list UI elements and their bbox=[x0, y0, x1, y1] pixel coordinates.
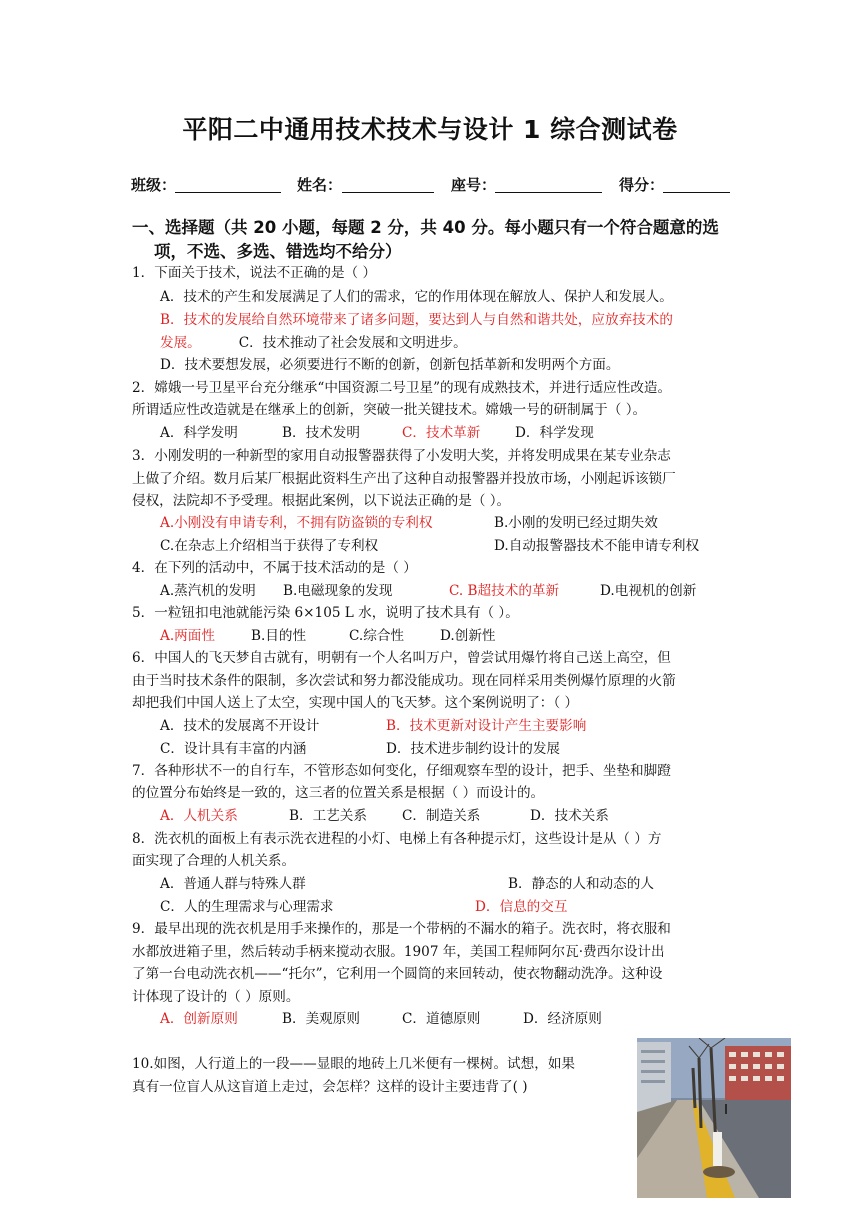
question-line: 的位置分布始终是一致的，这三者的位置关系是根据（ ）而设计的。 bbox=[132, 785, 545, 801]
option-b: B．工艺关系 bbox=[289, 808, 367, 824]
option-continuation-answer: 发展。 bbox=[160, 335, 201, 351]
option-b: B．技术发明 bbox=[282, 425, 360, 441]
question-line: 1．下面关于技术，说法不正确的是（ ） bbox=[132, 265, 377, 281]
option-d: D.电视机的创新 bbox=[600, 583, 697, 599]
question-line: 面实现了合理的人机关系。 bbox=[132, 853, 296, 869]
option-line: A．技术的产生和发展满足了人们的需求，它的作用体现在解放人、保护人和发展人。 bbox=[160, 289, 673, 305]
option-line-answer: B．技术的发展给自然环境带来了诸多问题，要达到人与自然和谐共处，应放弃技术的 bbox=[160, 312, 673, 328]
class-blank bbox=[175, 192, 281, 193]
option-a: A．普通人群与特殊人群 bbox=[160, 876, 306, 892]
option-c: C．设计具有丰富的内涵 bbox=[160, 741, 307, 757]
class-label: 班级： bbox=[131, 176, 177, 194]
question-line: 所谓适应性改造就是在继承上的创新，突破一批关键技术。嫦娥一号的研制属于（ ）。 bbox=[132, 402, 647, 418]
option-line bbox=[160, 332, 467, 354]
question-line: 上做了介绍。数月后某厂根据此资料生产出了这种自动报警器并投放市场，小刚起诉该锁厂 bbox=[132, 471, 676, 487]
option-d: D.自动报警器技术不能申请专利权 bbox=[494, 538, 700, 554]
option-a: A．技术的发展离不开设计 bbox=[160, 718, 320, 734]
question-line: 4．在下列的活动中，不属于技术活动的是（ ） bbox=[132, 560, 417, 576]
question-line: 2．嫦娥一号卫星平台充分继承“中国资源二号卫星”的现有成熟技术，并进行适应性改造。 bbox=[132, 380, 672, 396]
option-c: C.在杂志上介绍相当于获得了专利权 bbox=[160, 538, 379, 554]
question-line: 却把我们中国人送上了太空，实现中国人的飞天梦。这个案例说明了：（ ） bbox=[132, 695, 579, 711]
question-line: 10.如图，人行道上的一段——显眼的地砖上几米便有一棵树。试想，如果 bbox=[132, 1056, 576, 1072]
option-d: D．技术关系 bbox=[530, 808, 609, 824]
question-line: 7．各种形状不一的自行车，不管形态如何变化，仔细观察车型的设计，把手、坐垫和脚蹬 bbox=[132, 763, 671, 779]
option-b: B.目的性 bbox=[251, 628, 307, 644]
option-a-answer: A．创新原则 bbox=[160, 1011, 238, 1027]
score-blank bbox=[663, 192, 730, 193]
question-line: 3．小刚发明的一种新型的家用自动报警器获得了小发明大奖，并将发明成果在某专业杂志 bbox=[132, 448, 671, 464]
option-a: A．科学发明 bbox=[160, 425, 238, 441]
option-d: D．科学发现 bbox=[515, 425, 594, 441]
question-line: 8．洗衣机的面板上有表示洗衣进程的小灯、电梯上有各种提示灯，这些设计是从（ ）方 bbox=[132, 831, 662, 847]
question-line: 水都放进箱子里，然后转动手柄来搅动衣服。1907 年，美国工程师阿尔瓦·费西尔设计出 bbox=[132, 944, 665, 960]
option-c: C．制造关系 bbox=[402, 808, 481, 824]
sidewalk-photo bbox=[637, 1038, 791, 1198]
question-line: 侵权，法院却不予受理。根据此案例，以下说法正确的是（ ）。 bbox=[132, 493, 511, 509]
option-b: B．静态的人和动态的人 bbox=[508, 876, 654, 892]
option-c-answer: C．技术革新 bbox=[402, 425, 481, 441]
question-line: 9．最早出现的洗衣机是用手来操作的，那是一个带柄的不漏水的箱子。洗衣时，将衣服和 bbox=[132, 921, 671, 937]
name-blank bbox=[342, 192, 434, 193]
score-label: 得分： bbox=[619, 176, 665, 194]
option-a: A.蒸汽机的发明 bbox=[160, 583, 256, 599]
question-line: 真有一位盲人从这盲道上走过，会怎样？这样的设计主要违背了( ) bbox=[132, 1079, 528, 1095]
seat-label: 座号： bbox=[451, 176, 497, 194]
option-b: B.小刚的发明已经过期失效 bbox=[494, 515, 658, 531]
student-info-row bbox=[131, 174, 731, 198]
option-d: D．经济原则 bbox=[523, 1011, 602, 1027]
option-c: C.综合性 bbox=[349, 628, 405, 644]
option-a-answer: A.两面性 bbox=[160, 628, 215, 644]
option-a-answer: A.小刚没有申请专利，不拥有防盗锁的专利权 bbox=[160, 515, 433, 531]
question-line: 6．中国人的飞天梦自古就有，明朝有一个人名叫万户，曾尝试用爆竹将自己送上高空，但 bbox=[132, 650, 671, 666]
question-line: 了第一台电动洗衣机——“托尔”，它利用一个圆筒的来回转动，使衣物翻动洗净。这种设 bbox=[132, 966, 663, 982]
option-c: C．人的生理需求与心理需求 bbox=[160, 899, 334, 915]
question-line: 计体现了设计的（ ）原则。 bbox=[132, 989, 300, 1005]
option-b: B.电磁现象的发现 bbox=[283, 583, 393, 599]
option-b: B．美观原则 bbox=[282, 1011, 360, 1027]
question-line: 5．一粒钮扣电池就能污染 6×105 L 水，说明了技术具有（ ）。 bbox=[132, 605, 519, 621]
seat-blank bbox=[495, 192, 602, 193]
option-c: C．技术推动了社会发展和文明进步。 bbox=[238, 335, 467, 351]
option-b-answer: B．技术更新对设计产生主要影响 bbox=[386, 718, 587, 734]
section-heading bbox=[132, 216, 737, 264]
option-c: C．道德原则 bbox=[402, 1011, 481, 1027]
name-label: 姓名： bbox=[297, 176, 343, 194]
option-d: D.创新性 bbox=[440, 628, 496, 644]
question-line: 由于当时技术条件的限制，多次尝试和努力都没能成功。现在同样采用类例爆竹原理的火箭 bbox=[132, 673, 676, 689]
section-heading-line-1: 一、选择题（共 20 小题，每题 2 分，共 40 分。每小题只有一个符合题意的选 bbox=[132, 218, 719, 237]
section-heading-line-2: 项，不选、多选、错选均不给分） bbox=[154, 242, 402, 261]
option-c-answer: C. B超技术的革新 bbox=[449, 583, 560, 599]
option-a-answer: A．人机关系 bbox=[160, 808, 238, 824]
option-line: D．技术要想发展，必须要进行不断的创新，创新包括革新和发明两个方面。 bbox=[160, 357, 620, 373]
option-d: D．技术进步制约设计的发展 bbox=[386, 741, 561, 757]
option-d-answer: D．信息的交互 bbox=[475, 899, 568, 915]
page-title: 平阳二中通用技术技术与设计 1 综合测试卷 bbox=[182, 115, 678, 144]
